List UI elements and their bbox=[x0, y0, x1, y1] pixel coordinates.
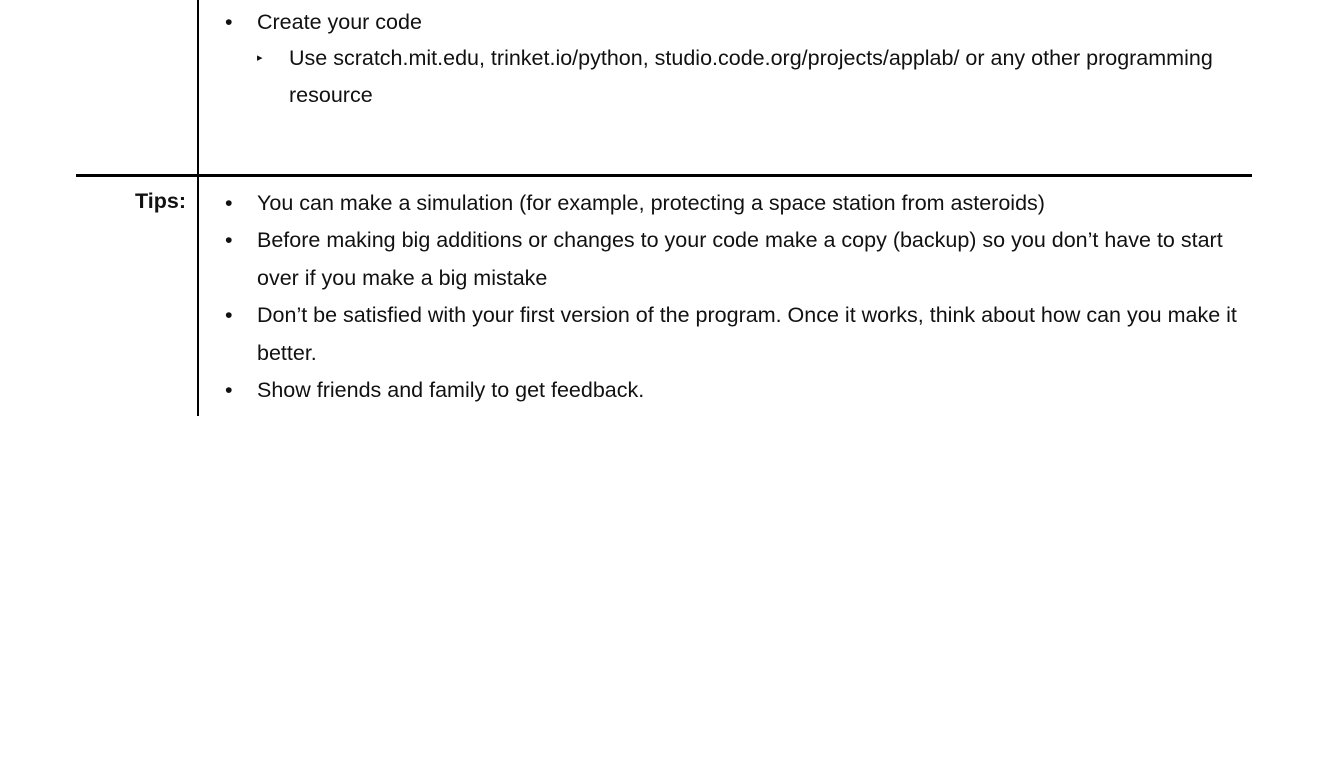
list-item bbox=[215, 296, 1245, 372]
tip-text: Before making big additions or changes to your code make a copy (backup) so you don’t have to start over if you make a big mistake bbox=[257, 228, 1223, 290]
resources-text: Use scratch.mit.edu, trinket.io/python, studio.code.org/projects/applab/ or any other programming resource bbox=[289, 46, 1213, 107]
tip-text: Don’t be satisfied with your first version of the program. Once it works, think about how can you make it better. bbox=[257, 303, 1237, 365]
bullet-icon: • bbox=[225, 10, 233, 34]
tip-text: You can make a simulation (for example, protecting a space station from asteroids) bbox=[257, 191, 1045, 215]
triangle-bullet-icon: ▸ bbox=[257, 52, 263, 64]
tips-label: Tips: bbox=[135, 189, 186, 213]
row-divider bbox=[76, 174, 1252, 177]
column-divider-bottom bbox=[197, 176, 199, 416]
resource-sublist bbox=[257, 40, 1245, 114]
tip-text: Show friends and family to get feedback. bbox=[257, 378, 645, 402]
list-item bbox=[215, 221, 1245, 297]
list-item bbox=[215, 5, 1245, 114]
bullet-icon: • bbox=[225, 378, 233, 402]
column-divider-top bbox=[197, 0, 199, 176]
create-code-cell bbox=[215, 5, 1245, 114]
list-item bbox=[215, 184, 1245, 222]
bullet-icon: • bbox=[225, 228, 233, 252]
list-item bbox=[215, 371, 1245, 409]
create-code-text: Create your code bbox=[257, 10, 422, 34]
create-code-list bbox=[215, 5, 1245, 114]
list-item bbox=[215, 40, 1245, 114]
tips-list bbox=[215, 184, 1245, 409]
bullet-icon: • bbox=[225, 191, 233, 215]
bullet-icon: • bbox=[225, 303, 233, 327]
tips-cell bbox=[215, 184, 1245, 409]
